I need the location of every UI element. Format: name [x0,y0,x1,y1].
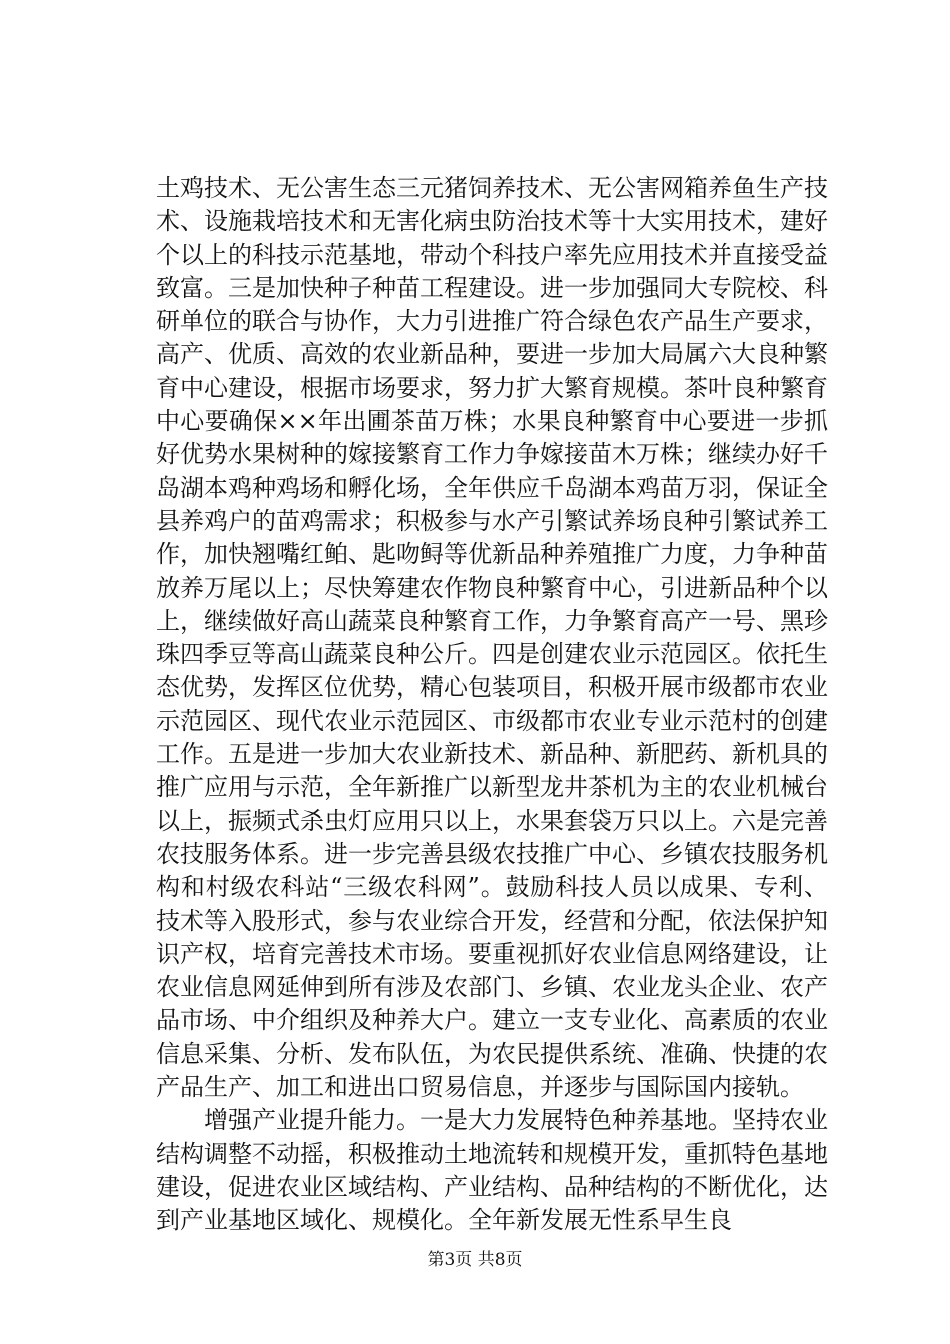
paragraph-industry-upgrade: 增强产业提升能力。一是大力发展特色种养基地。坚持农业结构调整不动摇，积极推动土地流转和规模开发，重抓特色基地建设，促进农业区域结构、产业结构、品种结构的不断优化，达到产业基地区域化、规模化。全年新发展无性系早生良 [156,1106,828,1235]
page-number-label: 第3页 共8页 [427,1250,523,1270]
page-footer [0,1249,950,1271]
document-body [156,172,828,1238]
paragraph-continued: 土鸡技术、无公害生态三元猪饲养技术、无公害网箱养鱼生产技术、设施栽培技术和无害化病虫防治技术等十大实用技术，建好个以上的科技示范基地，带动个科技户率先应用技术并直接受益致富。三是加快种子种苗工程建设。进一步加强同大专院校、科研单位的联合与协作，大力引进推广符合绿色农产品生产要求，高产、优质、高效的农业新品种，要进一步加大局属六大良种繁育中心建设，根据市场要求，努力扩大繁育规模。茶叶良种繁育中心要确保××年出圃茶苗万株；水果良种繁育中心要进一步抓好优势水果树种的嫁接繁育工作力争嫁接苗木万株；继续办好千岛湖本鸡种鸡场和孵化场，全年供应千岛湖本鸡苗万羽，保证全县养鸡户的苗鸡需求；积极参与水产引繁试养场良种引繁试养工作，加快翘嘴红鲌、匙吻鲟等优新品种养殖推广力度，力争种苗放养万尾以上；尽快筹建农作物良种繁育中心，引进新品种个以上，继续做好高山蔬菜良种繁育工作，力争繁育高产一号、黑珍珠四季豆等高山蔬菜良种公斤。四是创建农业示范园区。依托生态优势，发挥区位优势，精心包装项目，积极开展市级都市农业示范园区、现代农业示范园区、市级都市农业专业示范村的创建工作。五是进一步加大农业新技术、新品种、新肥药、新机具的推广应用与示范，全年新推广以新型龙井茶机为主的农业机械台以上，振频式杀虫灯应用只以上，水果套袋万只以上。六是完善农技服务体系。进一步完善县级农技推广中心、乡镇农技服务机构和村级农科站“三级农科网”。鼓励科技人员以成果、专利、技术等入股形式，参与农业综合开发，经营和分配，依法保护知识产权，培育完善技术市场。要重视抓好农业信息网络建设，让农业信息网延伸到所有涉及农部门、乡镇、农业龙头企业、农产品市场、中介组织及种养大户。建立一支专业化、高素质的农业信息采集、分析、发布队伍，为农民提供系统、准确、快捷的农产品生产、加工和进出口贸易信息，并逐步与国际国内接轨。 [156,174,828,1102]
